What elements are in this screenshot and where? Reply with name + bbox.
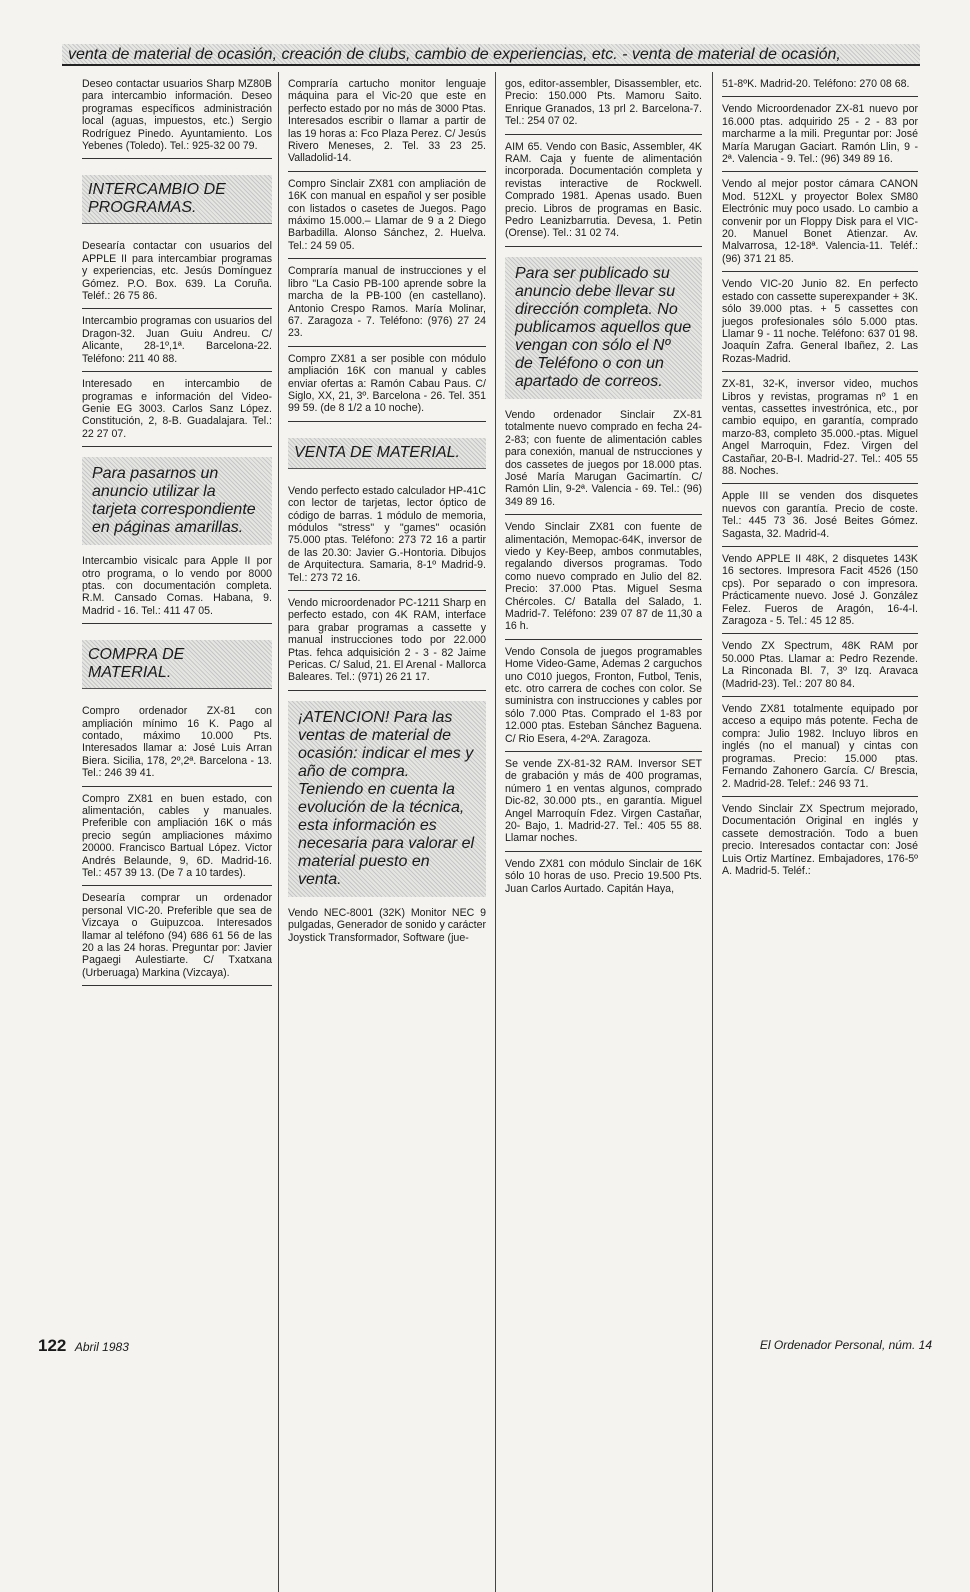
classified-ad: Compro Sinclair ZX81 con ampliación de 16K con manual en español y ser posible con listados o casetes de Juegos. Pago máximo 15.000.– Llamar de 9 a 2 Diego Barbadilla. Alonso Sánchez, 2. Huelva. Tel.: 24 59 05. bbox=[288, 178, 486, 259]
section-heading: INTERCAMBIO DE PROGRAMAS. bbox=[82, 175, 272, 224]
classified-ad: Vendo NEC-8001 (32K) Monitor NEC 9 pulgadas, Generador de sonido y carácter Joystick Transformador, Software (jue- bbox=[288, 906, 486, 944]
column-3 bbox=[505, 78, 702, 907]
classified-ad: Vendo ZX81 totalmente equipado por acceso a equipo más potente. Fecha de compra: Julio 1982. Incluyo libros en inglés (no el manual) y cintas con programas. Precio: 15.000 ptas. Fernando Zahonero García. C/ Brescia, 2. Madrid-28. Telef.: 246 93 71. bbox=[722, 703, 918, 797]
classified-ad: Deseo contactar usuarios Sharp MZ80B para intercambio información. Deseo programas específicos administración local (aguas, impuestos, etc.) Sergio Rodríguez Pinedo. Ayuntamiento. Los Yebenes (Toledo). Tel.: 925-32 00 79. bbox=[82, 78, 272, 159]
classified-ad: Intercambio programas con usuarios del Dragon-32. Juan Guiu Andreu. C/ Alicante, 28-1º,1ª. Barcelona-22. Teléfono: 211 40 88. bbox=[82, 315, 272, 372]
section-heading: VENTA DE MATERIAL. bbox=[288, 438, 486, 469]
classified-ad: Desearía comprar un ordenador personal VIC-20. Preferible que sea de Vizcaya o Guipuzcoa. Interesados llamar al teléfono (94) 686 61 56 de las 20 a las 24 horas. Preguntar por: Javier Pagaegi Aulestiarte. C/ Txatxana (Urberuaga) Markina (Vizcaya). bbox=[82, 892, 272, 986]
column-2 bbox=[288, 78, 486, 956]
classified-ad: Vendo ZX81 con módulo Sinclair de 16K sólo 10 horas de uso. Precio 19.500 Pts. Juan Carlos Aurtado. Capitán Haya, bbox=[505, 857, 702, 895]
classified-ad: Vendo ZX Spectrum, 48K RAM por 50.000 Ptas. Llamar a: Pedro Rezende. La Rinconada Bl. 7, 3º Izq. Aravaca (Madrid-23). Tel.: 207 80 84. bbox=[722, 640, 918, 697]
classified-ad: gos, editor-assembler, Disassembler, etc. Precio: 150.000 Pts. Mamoru Saito. Enrique Granados, 13 prl 2. Barcelona-7. Tel.: 254 07 02. bbox=[505, 78, 702, 135]
magazine-name: El Ordenador Personal, núm. 14 bbox=[759, 1338, 932, 1352]
classified-ad: Vendo Sinclair ZX Spectrum mejorado, Documentación Original en inglés y cassete demostración. Todo a buen precio. Interesados contactar con: José Luis Ortiz Martínez. Embajadores, 176-5º A. Madrid-5. Teléf.: bbox=[722, 802, 918, 877]
notice-box: Para ser publicado su anuncio debe llevar su dirección completa. No publicamos aquellos que vengan con sólo el Nº de Teléfono o con un apartado de correos. bbox=[505, 257, 702, 399]
classified-ad: Vendo Consola de juegos programables Home Video-Game, Ademas 2 carguchos uno C010 juegos, Fronton, Futbol, Tenis, etc. otro carrera de coches con color. Se suministra con instrucciones y cables por sólo 7.000 Ptas. Comprado el 1-83 por 12.000 ptas. Esteban Sánchez Baguena. C/ Rio Esera, 4-2ºA. Zaragoza. bbox=[505, 646, 702, 752]
column-divider bbox=[495, 72, 496, 1592]
classified-ad: Vendo VIC-20 Junio 82. En perfecto estado con cassette superexpander + 3K. sólo 39.000 ptas. + 5 cassettes con juegos profesionales sólo 5.000 ptas. Llamar 9 - 11 noche. Teléfono: 637 01 98. Joaquín Zafra. General Ibañez, 2. Las Rozas-Madrid. bbox=[722, 278, 918, 372]
classified-ad: Compro ZX81 a ser posible con módulo ampliación 16K con manual y cables enviar ofertas a: Ramón Cabau Paus. C/ Siglo, XX, 21, 3º. Barcelona - 26. Tel. 351 99 59. (de 8 1/2 a 10 noche). bbox=[288, 353, 486, 422]
page-footer-left bbox=[38, 1336, 129, 1356]
classified-ad: Compraría cartucho monitor lenguaje máquina para el Vic-20 que este en perfecto estado por no más de 3000 Ptas. Interesados escribir o llamar a partir de las 19 horas a: Fco Plaza Perez. C/ Jesús Rivero Meneses, 2. Tel. 33 23 25. Valladolid-14. bbox=[288, 78, 486, 172]
classified-ad: 51-8ºK. Madrid-20. Teléfono: 270 08 68. bbox=[722, 78, 918, 97]
classified-ad: Vendo perfecto estado calculador HP-41C con lector de tarjetas, lector óptico de código de barras. 1 módulo de memoria, módulos "stress" y "games" ocasión 75.000 ptas. Teléfono: 273 72 16 a partir de las 20.30: Javier G.-Hontoria. Dibujos de Arquitectura. Samaria, 8-1º Madrid-9. Tel.: 273 72 16. bbox=[288, 485, 486, 591]
banner-strip bbox=[62, 44, 920, 66]
classified-ad: Vendo ordenador Sinclair ZX-81 totalmente nuevo comprado en fecha 24-2-83; con fuente de alimentación cables para conexión, manual de nstrucciones y dos cassetes de juegos por 18.000 ptas. José María Marugan Gacimartín. C/ Ramón Llin, 9-2ª. Valencia - 69. Tel.: (96) 349 89 16. bbox=[505, 409, 702, 515]
issue-date: Abril 1983 bbox=[74, 1340, 129, 1354]
classified-ad: Interesado en intercambio de programas e información del Video-Genie EG 3003. Carlos Sanz López. Constitución, 2, 8-B. Guadalajara. Tel.: 22 27 07. bbox=[82, 378, 272, 447]
classified-ad: AIM 65. Vendo con Basic, Assembler, 4K RAM. Caja y fuente de alimentación incorporada. Documentación completa y revistas interactive de Rockwell. Comprado 1981. Apenas usado. Buen precio. Libros de programas en Basic. Pedro Leanizbarrutia. Devesa, 1. Petin (Orense). Tel.: 31 02 74. bbox=[505, 141, 702, 247]
banner-text: venta de material de ocasión, creación de clubs, cambio de experiencias, etc. - venta de material de ocasión, bbox=[68, 46, 841, 63]
classified-ad: Compro ordenador ZX-81 con ampliación mínimo 16 K. Pago al contado, máximo 10.000 Pts. Interesados llamar a: José Luis Arran Biera. Sicilia, 178, 2º,2ª. Barcelona - 13. Tel.: 246 39 41. bbox=[82, 705, 272, 786]
classified-ad: Compraría manual de instrucciones y el libro "La Casio PB-100 aprende sobre la marcha de la PB-100 (en castellano). Antonio Crespo Ramos. María Molinar, 67. Zaragoza - 7. Teléfono: (976) 27 24 23. bbox=[288, 265, 486, 346]
classified-ad: Vendo APPLE II 48K, 2 disquetes 143K 16 sectores. Impresora Facit 4526 (150 cps). Por separado o con impresora. Prácticamente nuevo. José J. González Felez. Fueros de Aragón, 16-4-I. Zaragoza - 5. Tel.: 45 12 85. bbox=[722, 553, 918, 634]
classified-ad: Se vende ZX-81-32 RAM. Inversor SET de grabación y más de 400 programas, número 1 en ventas algunos, comprado Dic-82, 30.000 pts., en garantía. Miguel Angel Marroquín Fdez. Virgen Castañar, 20- Bajo, 1. Madrid-27. Tel.: 405 55 88. Llamar noches. bbox=[505, 758, 702, 852]
column-1 bbox=[82, 78, 272, 992]
section-heading: COMPRA DE MATERIAL. bbox=[82, 640, 272, 689]
column-divider bbox=[278, 72, 279, 1592]
classified-ad: Vendo microordenador PC-1211 Sharp en perfecto estado, con 4K RAM, interface para grabar programas a cassette y manual instrucciones todo por 22.000 Ptas. fehca adquisición 2 - 3 - 82 Jaime Pericas. C/ Salud, 21. El Arenal - Mallorca Baleares. Tel.: (971) 26 21 17. bbox=[288, 597, 486, 691]
page-number: 122 bbox=[38, 1336, 67, 1355]
column-divider bbox=[712, 72, 713, 1592]
classified-ad: Vendo Microordenador ZX-81 nuevo por 16.000 ptas. adquirido 25 - 2 - 83 por marcharme a la mili. Preguntar por: José María Marugan Gaciart. Ramón Llin, 9 - 2ª. Valencia - 9. Tel.: (96) 349 89 16. bbox=[722, 103, 918, 172]
classified-ad: Apple III se venden dos disquetes nuevos con garantía. Precio de coste. Tel.: 445 73 36. José Beites Gómez. Sagasta, 32. Madrid-4. bbox=[722, 490, 918, 547]
classified-ad: Vendo Sinclair ZX81 con fuente de alimentación, Memopac-64K, inversor de viedo y Key-Beep, ambos conmutables, regalando diversos programas. Todo como nuevo comprado en Julio del 82. Precio: 37.000 Ptas. Miguel Sesma Chércoles. C/ Batalla del Salado, 1. Madrid-7. Teléfono: 239 07 87 de 11,30 a 16 h. bbox=[505, 521, 702, 640]
classified-ad: Vendo al mejor postor cámara CANON Mod. 512XL y proyector Bolex SM80 Electrónic muy poco usado. Lo cambio a convenir por un Floppy Disk para el VIC-20. Manuel Bonet Atienzar. Av. Malvarrosa, 12-18ª. Valencia-11. Teléf.: (96) 371 21 85. bbox=[722, 178, 918, 272]
classified-ad: ZX-81, 32-K, inversor video, muchos Libros y revistas, programas nº 1 en ventas, cassettes investrónica, etc., por cambio equipo, en garantía, comprado marzo-83, completo 35.000.-ptas. Miguel Angel Marroquin, Fdez. Virgen del Castañar, 20-B-I. Madrid-27. Tel.: 405 55 88. Noches. bbox=[722, 378, 918, 484]
classified-ad: Intercambio visicalc para Apple II por otro programa, o lo vendo por 8000 ptas. con documentación completa. R.M. Cansado Comas. Habana, 9. Madrid - 16. Tel.: 411 47 05. bbox=[82, 555, 272, 624]
notice-box: Para pasarnos un anuncio utilizar la tarjeta correspondiente en páginas amarillas. bbox=[82, 457, 272, 545]
classified-ad: Desearía contactar con usuarios del APPLE II para intercambiar programas y experiencias, etc. Jesús Domínguez Gómez. P.O. Box. 639. La Coruña. Teléf.: 26 75 86. bbox=[82, 240, 272, 309]
column-4 bbox=[722, 78, 918, 889]
classified-ad: Compro ZX81 en buen estado, con alimentación, cables y manuales. Preferible con ampliación 16K o más precio según ampliaciones máximo 20000. Francisco Bartual López. Victor Andrés Belaunde, 9, 6D. Madrid-16. Tel.: 457 39 13. (De 7 a 10 tardes). bbox=[82, 793, 272, 887]
notice-box: ¡ATENCION! Para las ventas de material de ocasión: indicar el mes y año de compra. Teniendo en cuenta la evolución de la técnica, esta información es necesaria para valorar el material puesto en venta. bbox=[288, 701, 486, 897]
